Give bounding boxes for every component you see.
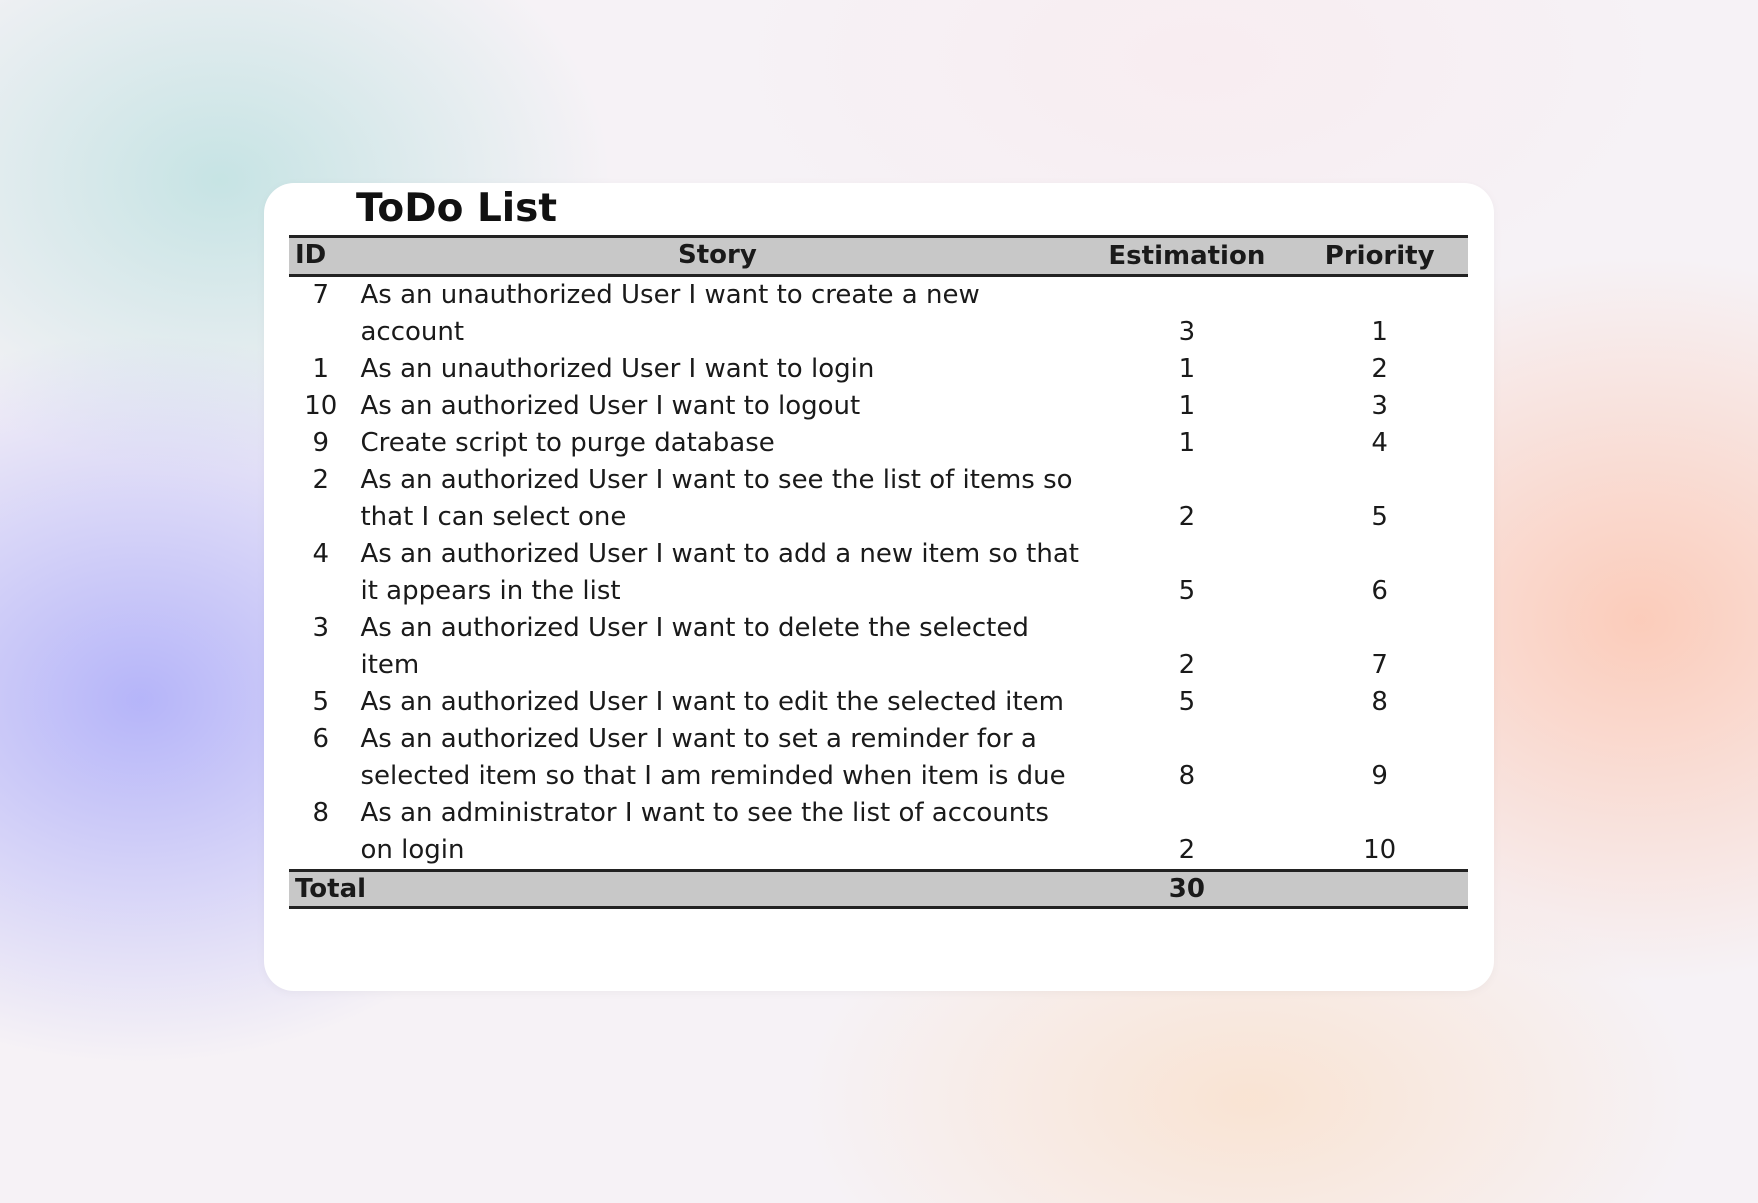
todo-table: [289, 235, 1468, 909]
row-id: 5: [312, 687, 329, 717]
row-priority: 4: [1371, 428, 1388, 458]
row-id: 4: [312, 539, 329, 569]
row-story: As an authorized User I want to set a reminder for a selected item so that I am reminded when item is due: [360, 724, 1066, 791]
row-estimation: 5: [1178, 576, 1196, 606]
row-estimation: 3: [1178, 317, 1196, 347]
row-estimation: 5: [1178, 687, 1196, 717]
row-priority: 6: [1371, 576, 1388, 606]
row-story: Create script to purge database: [360, 428, 775, 458]
row-story: As an unauthorized User I want to login: [360, 354, 875, 384]
table-row: [289, 351, 1468, 388]
table-row: [289, 425, 1468, 462]
row-id: 2: [312, 465, 329, 495]
table-row: [289, 610, 1468, 684]
table-row: [289, 795, 1468, 871]
row-priority: 7: [1371, 650, 1388, 680]
row-priority: 3: [1371, 391, 1388, 421]
row-id: 1: [312, 354, 329, 384]
row-story: As an authorized User I want to edit the selected item: [360, 687, 1064, 717]
row-estimation: 1: [1178, 354, 1196, 384]
table-row: [289, 536, 1468, 610]
row-id: 7: [312, 280, 329, 310]
row-id: 8: [312, 798, 329, 828]
row-story: As an administrator I want to see the list of accounts on login: [360, 798, 1049, 865]
total-estimation: 30: [1082, 871, 1291, 908]
row-estimation: 1: [1178, 391, 1196, 421]
header-story: Story: [352, 237, 1082, 276]
header-id: ID: [289, 237, 352, 276]
header-row: [289, 237, 1468, 276]
row-priority: 9: [1371, 761, 1388, 791]
row-estimation: 2: [1178, 835, 1196, 865]
row-estimation: 1: [1178, 428, 1196, 458]
header-priority: Priority: [1291, 237, 1468, 276]
row-priority: 8: [1371, 687, 1388, 717]
table-row: [289, 721, 1468, 795]
total-priority-empty: [1291, 871, 1468, 908]
total-row: [289, 871, 1468, 908]
table-row: [289, 684, 1468, 721]
row-id: 6: [312, 724, 329, 754]
row-story: As an authorized User I want to add a new item so that it appears in the list: [360, 539, 1079, 606]
row-estimation: 8: [1178, 761, 1196, 791]
row-id: 3: [312, 613, 329, 643]
row-id: 9: [312, 428, 329, 458]
row-priority: 5: [1371, 502, 1388, 532]
total-label: Total: [289, 871, 1082, 908]
row-story: As an authorized User I want to delete the selected item: [360, 613, 1029, 680]
row-priority: 10: [1363, 835, 1397, 865]
header-estimation: Estimation: [1082, 237, 1291, 276]
row-priority: 1: [1371, 317, 1388, 347]
table-row: [289, 462, 1468, 536]
row-priority: 2: [1371, 354, 1388, 384]
page-title: ToDo List: [356, 186, 558, 231]
row-story: As an authorized User I want to logout: [360, 391, 861, 421]
row-estimation: 2: [1178, 502, 1196, 532]
table-row: [289, 276, 1468, 352]
row-id: 10: [304, 391, 338, 421]
table-row: [289, 388, 1468, 425]
row-estimation: 2: [1178, 650, 1196, 680]
row-story: As an unauthorized User I want to create a new account: [360, 280, 980, 347]
row-story: As an authorized User I want to see the list of items so that I can select one: [360, 465, 1073, 532]
spreadsheet-card: [264, 183, 1494, 991]
